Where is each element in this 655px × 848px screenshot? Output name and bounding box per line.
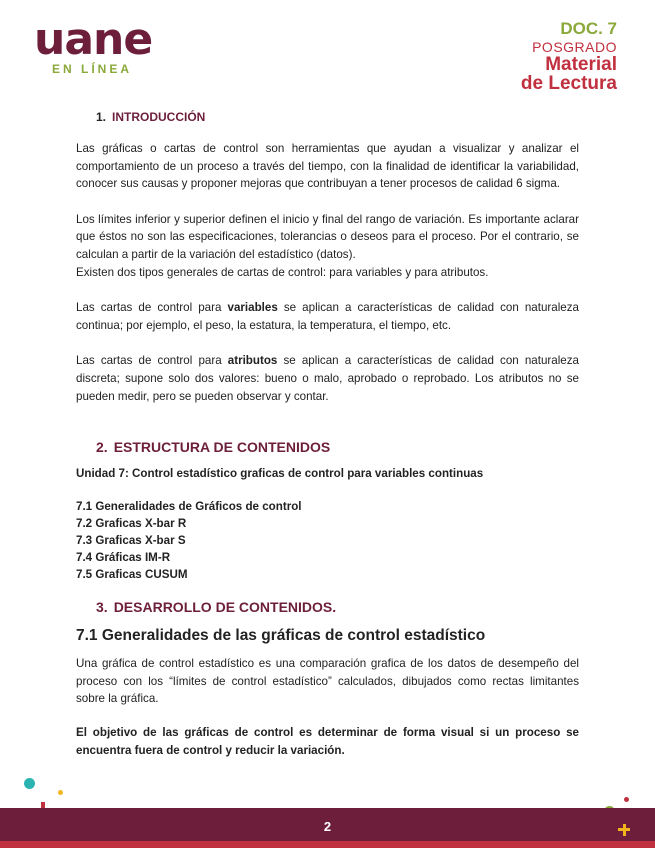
document-label [521, 20, 617, 93]
text-span: Las cartas de control para [76, 354, 228, 368]
intro-paragraph-variables [76, 299, 579, 334]
list-item: 7.2 Graficas X-bar R [76, 517, 187, 531]
development-paragraph-2: El objetivo de las gráficas de control es determinar de forma visual si un proceso se encuentra fuera de control y reducir la variación. [76, 725, 579, 757]
page-number: 2 [323, 819, 332, 834]
section-2-heading [76, 439, 579, 455]
keyword-atributos: atributos [227, 354, 278, 368]
subsection-title: 7.1 Generalidades de las gráficas de control estadístico [76, 627, 486, 645]
section-1-title: INTRODUCCIÓN [112, 110, 206, 124]
text-span: Las cartas de control para [76, 301, 228, 315]
section-3-title: DESARROLLO DE CONTENIDOS. [113, 599, 337, 616]
material-label: Material [545, 54, 617, 76]
text-span: se aplican a características de calidad con naturaleza continua; por ejemplo, el peso, la estatura, la temperatura, el tiempo, etc. [76, 301, 579, 332]
section-3-number: 3. [96, 599, 108, 616]
teal-dot-decoration [24, 778, 35, 789]
keyword-variables: variables [227, 301, 278, 315]
doc-number: DOC. 7 [560, 19, 617, 38]
section-3-heading [76, 599, 579, 615]
red-dot-decoration [624, 797, 629, 802]
page-content [76, 104, 579, 759]
lectura-label: de Lectura [520, 73, 617, 95]
contents-list [76, 498, 579, 583]
section-1-heading [76, 110, 579, 124]
list-item: 7.1 Generalidades de Gráficos de control [76, 500, 302, 514]
posgrado-label: POSGRADO [532, 38, 617, 55]
yellow-plus-decoration-vertical [623, 824, 626, 836]
section-2-number: 2. [96, 439, 108, 456]
footer-stripe [0, 841, 655, 848]
logo-subtitle: EN LÍNEA [52, 62, 133, 76]
list-item: 7.5 Graficas CUSUM [76, 568, 188, 582]
section-1-number: 1. [96, 110, 107, 124]
yellow-dot-decoration [58, 790, 63, 795]
intro-paragraph-2: Los límites inferior y superior definen el inicio y final del rango de variación. Es importante aclarar que éstos no son las especificaciones, tolerancias o deseos para el proceso. Por el contrario, se calculan a partir de la variación del estadístico (datos). [76, 212, 579, 261]
section-2-title: ESTRUCTURA DE CONTENIDOS [113, 439, 331, 456]
logo-wordmark: uane [34, 14, 153, 65]
intro-paragraph-atributos [76, 352, 579, 405]
intro-paragraph-3: Existen dos tipos generales de cartas de control: para variables y para atributos. [76, 265, 489, 279]
intro-paragraph-1: Las gráficas o cartas de control son herramientas que ayudan a visualizar y analizar el comportamiento de un proceso a través del tiempo, con la finalidad de identificar la variabilidad, conocer sus causas y proponer mejoras que contribuyan a tener procesos de calidad 6 sigma. [76, 142, 579, 191]
list-item: 7.3 Graficas X-bar S [76, 534, 186, 548]
text-span: se aplican a características de calidad con naturaleza discreta; supone solo dos valores: bueno o malo, aprobado o reprobado. Los atributos no se pueden medir, pero se pueden observar y contar. [76, 354, 579, 403]
unit-title: Unidad 7: Control estadístico graficas de control para variables continuas [76, 467, 484, 481]
list-item: 7.4 Gráficas IM-R [76, 551, 171, 565]
development-paragraph-1: Una gráfica de control estadístico es una comparación grafica de los datos de desempeño del proceso con los “límites de control estadístico” calculados, dibujados como rectas limitantes sobre la gráfica. [76, 657, 579, 706]
